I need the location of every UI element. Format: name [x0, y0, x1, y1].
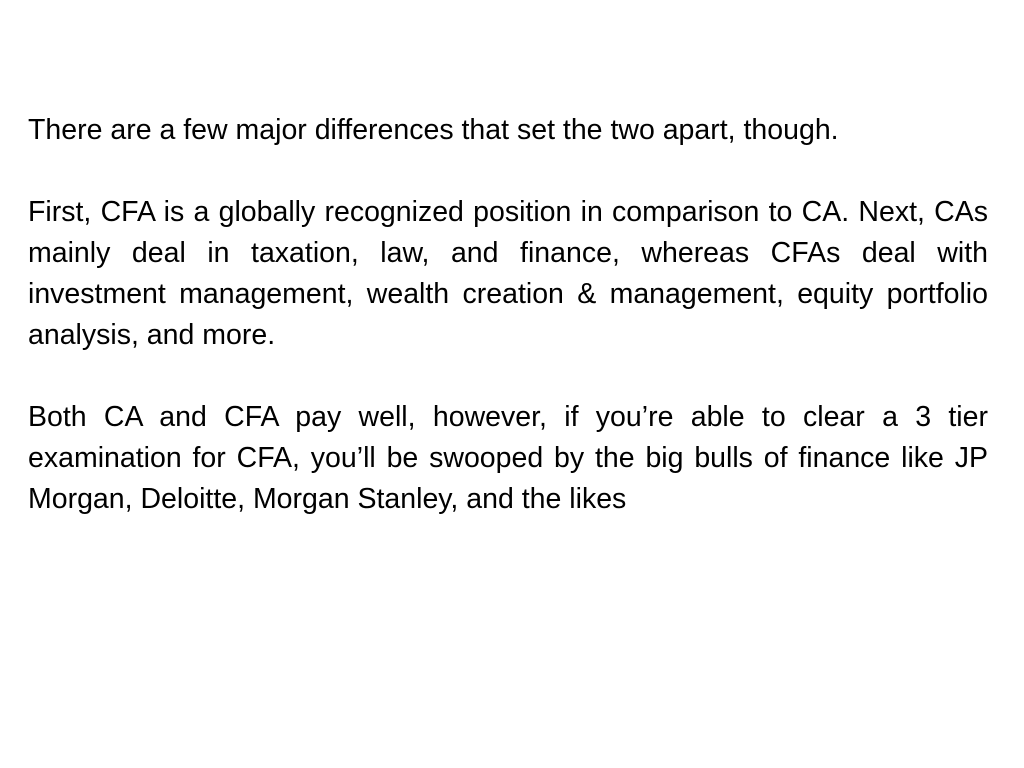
slide-body: [28, 110, 988, 520]
paragraph-cfa-vs-ca-scope: First, CFA is a globally recognized position in comparison to CA. Next, CAs mainly deal in taxation, law, and finance, whereas CFAs deal with investment management, wealth creation & management, equity portfolio analysis, and more.: [28, 196, 988, 351]
paragraph-differences-intro: There are a few major differences that set the two apart, though.: [28, 114, 839, 146]
paragraph-pay-and-employers: Both CA and CFA pay well, however, if you’re able to clear a 3 tier examination for CFA, you’ll be swooped by the big bulls of finance like JP Morgan, Deloitte, Morgan Stanley, and the likes: [28, 401, 988, 515]
